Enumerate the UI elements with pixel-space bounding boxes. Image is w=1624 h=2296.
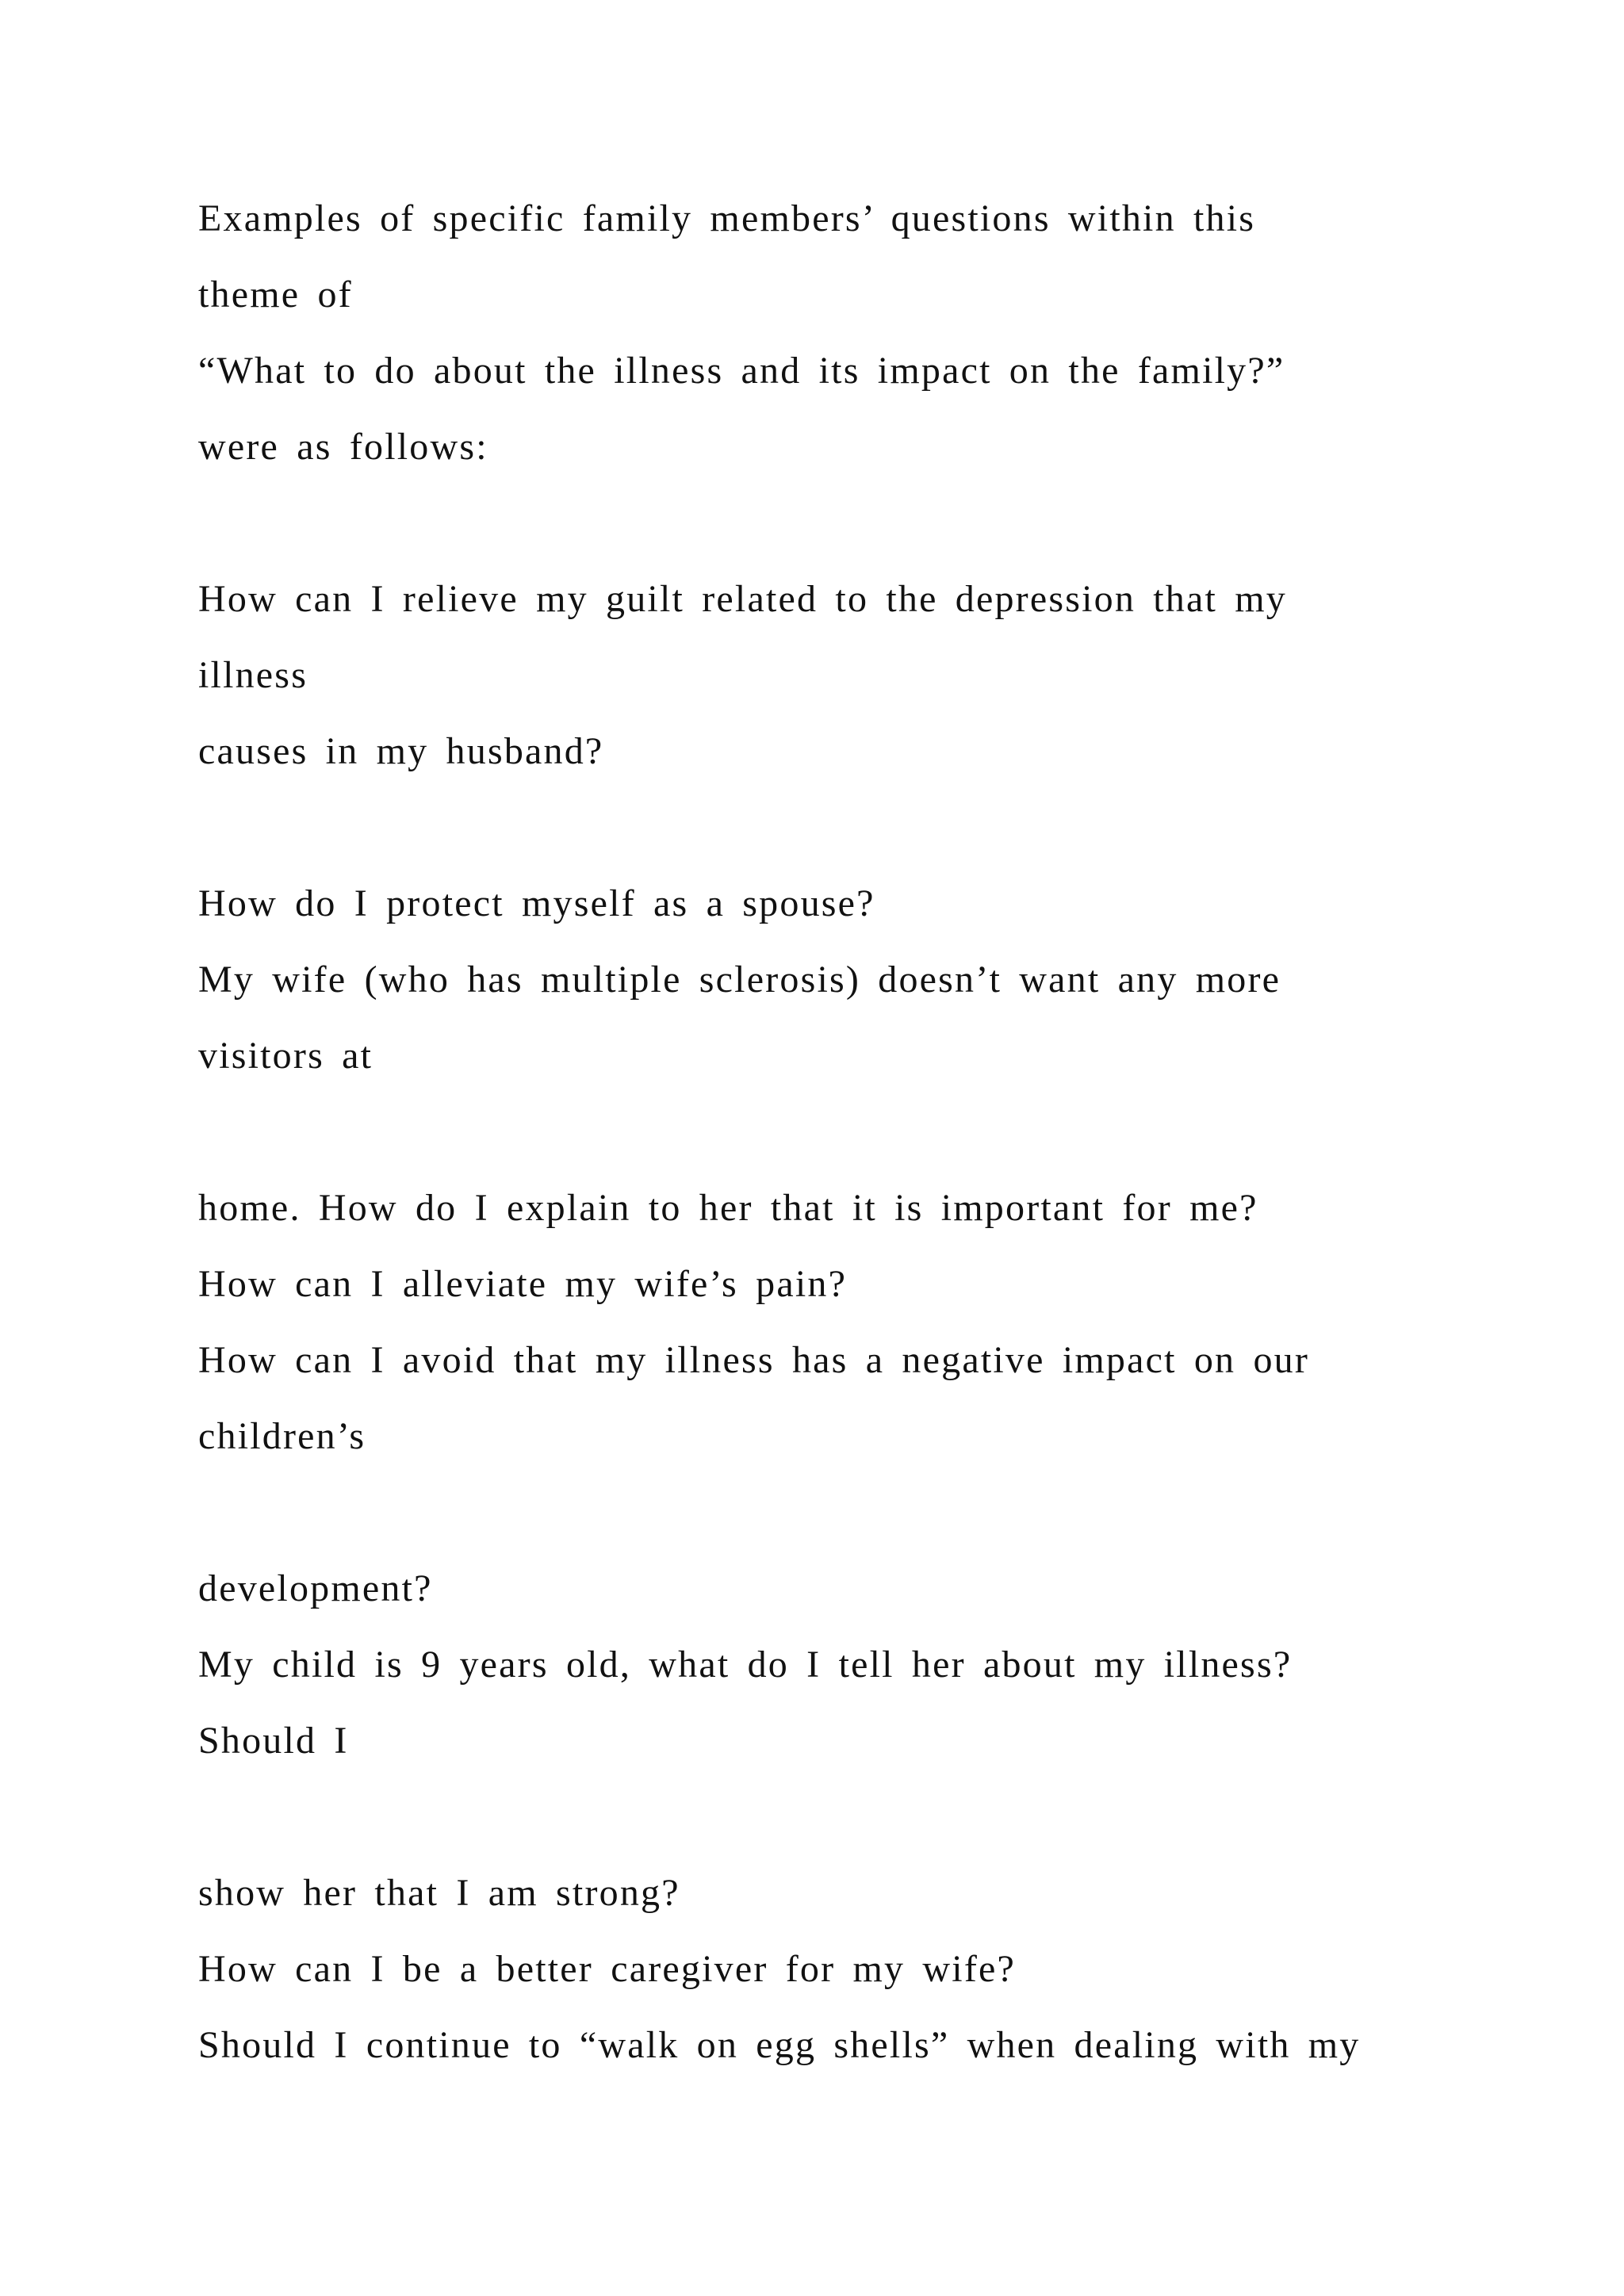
- text-line: development?: [198, 1567, 433, 1609]
- text-line: visitors at: [198, 1035, 373, 1077]
- text-line: Should I: [198, 1720, 349, 1762]
- text-line: How can I be a better caregiver for my wife?: [198, 1948, 1017, 1990]
- text-line: How can I avoid that my illness has a negative impact on our: [198, 1339, 1310, 1381]
- text-line: home. How do I explain to her that it is important for me?: [198, 1187, 1258, 1229]
- text-line: illness: [198, 654, 308, 696]
- text-line: Examples of specific family members’ questions within this: [198, 197, 1256, 239]
- text-line: How do I protect myself as a spouse?: [198, 882, 875, 924]
- text-line: Should I continue to “walk on egg shells” when dealing with my: [198, 2024, 1361, 2066]
- text-line: How can I relieve my guilt related to the depression that my: [198, 578, 1287, 620]
- text-line: My child is 9 years old, what do I tell her about my illness?: [198, 1644, 1293, 1686]
- text-line: My wife (who has multiple sclerosis) doesn’t want any more: [198, 959, 1281, 1001]
- text-line: were as follows:: [198, 426, 488, 468]
- text-line: “What to do about the illness and its impact on the family?”: [198, 350, 1285, 392]
- text-line: show her that I am strong?: [198, 1872, 680, 1914]
- text-line: How can I alleviate my wife’s pain?: [198, 1263, 848, 1305]
- text-line: causes in my husband?: [198, 730, 604, 772]
- text-line: theme of: [198, 274, 353, 316]
- text-line: children’s: [198, 1415, 366, 1457]
